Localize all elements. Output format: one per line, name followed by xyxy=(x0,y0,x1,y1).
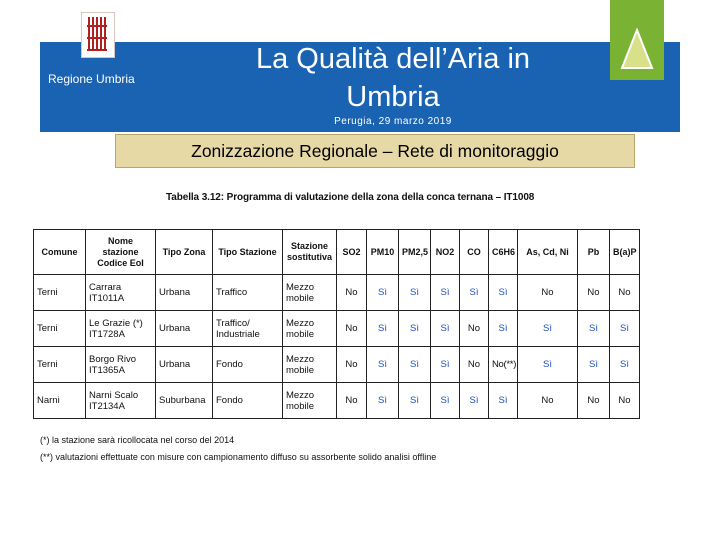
table-notes xyxy=(40,432,436,466)
region-name: Regione Umbria xyxy=(48,72,135,86)
monitoring-table xyxy=(33,229,640,419)
triangle-icon xyxy=(620,28,654,70)
table-cell: Sì xyxy=(431,347,460,383)
table-cell: Mezzo mobile xyxy=(283,347,337,383)
table-cell: Sì xyxy=(367,347,399,383)
table-cell: Sì xyxy=(399,347,431,383)
table-cell: Terni xyxy=(34,311,86,347)
table-cell: Terni xyxy=(34,275,86,311)
header-cell: CO xyxy=(460,230,489,275)
table-cell: No xyxy=(460,347,489,383)
table-cell: No xyxy=(337,347,367,383)
table-caption: Tabella 3.12: Programma di valutazione della zona della conca ternana – IT1008 xyxy=(166,192,535,203)
table-cell: Sì xyxy=(431,311,460,347)
header-cell: B(a)P xyxy=(610,230,640,275)
region-logo xyxy=(81,12,115,58)
table-cell: Sì xyxy=(460,383,489,419)
table-cell: Borgo Rivo IT1365A xyxy=(86,347,156,383)
table-cell: Sì xyxy=(489,311,518,347)
table-cell: No xyxy=(337,383,367,419)
table-row xyxy=(34,347,640,383)
table-cell: Sì xyxy=(460,275,489,311)
header-cell: As, Cd, Ni xyxy=(518,230,578,275)
table-cell: Sì xyxy=(431,383,460,419)
table-cell: Sì xyxy=(489,275,518,311)
table-cell: Sì xyxy=(518,347,578,383)
table-cell: Sì xyxy=(610,347,640,383)
table-cell: Sì xyxy=(578,347,610,383)
accent-tab xyxy=(610,0,664,80)
table-cell: Urbana xyxy=(156,275,213,311)
header-cell: Tipo Zona xyxy=(156,230,213,275)
table-cell: No xyxy=(460,311,489,347)
table-cell: No(**) xyxy=(489,347,518,383)
note-item: (**) valutazioni effettuate con misure con campionamento diffuso su assorbente solido analisi offline xyxy=(40,452,437,462)
table-cell: Sì xyxy=(431,275,460,311)
table-cell: No xyxy=(610,275,640,311)
table-cell: Sì xyxy=(578,311,610,347)
table-cell: No xyxy=(578,383,610,419)
header-cell: Tipo Stazione xyxy=(213,230,283,275)
header-cell: C6H6 xyxy=(489,230,518,275)
table-cell: Suburbana xyxy=(156,383,213,419)
table-cell: No xyxy=(518,383,578,419)
table-cell: Le Grazie (*) IT1728A xyxy=(86,311,156,347)
table-cell: Mezzo mobile xyxy=(283,311,337,347)
table-cell: Narni Scalo IT2134A xyxy=(86,383,156,419)
table-cell: Sì xyxy=(367,383,399,419)
section-subtitle: Zonizzazione Regionale – Rete di monitoraggio xyxy=(115,134,635,168)
table-cell: Sì xyxy=(518,311,578,347)
header-cell: Stazione sostitutiva xyxy=(283,230,337,275)
header-cell: NO2 xyxy=(431,230,460,275)
table-cell: Sì xyxy=(367,311,399,347)
table-cell: Narni xyxy=(34,383,86,419)
table-cell: No xyxy=(610,383,640,419)
table-cell: Fondo xyxy=(213,383,283,419)
note-item: (*) la stazione sarà ricollocata nel corso del 2014 xyxy=(40,435,235,445)
table-cell: Sì xyxy=(399,311,431,347)
table-row xyxy=(34,275,640,311)
table-cell: Sì xyxy=(399,275,431,311)
table-cell: Sì xyxy=(367,275,399,311)
header-cell: Nome stazione Codice EoI xyxy=(86,230,156,275)
table-cell: Sì xyxy=(489,383,518,419)
table-cell: Sì xyxy=(399,383,431,419)
header-cell: Comune xyxy=(34,230,86,275)
table-cell: Urbana xyxy=(156,347,213,383)
table-cell: Mezzo mobile xyxy=(283,383,337,419)
table-cell: Traffico/ Industriale xyxy=(213,311,283,347)
table-cell: Fondo xyxy=(213,347,283,383)
table-cell: No xyxy=(578,275,610,311)
header-cell: Pb xyxy=(578,230,610,275)
table-cell: Traffico xyxy=(213,275,283,311)
table-cell: Mezzo mobile xyxy=(283,275,337,311)
table-cell: Urbana xyxy=(156,311,213,347)
table-header-row xyxy=(34,230,640,275)
title-line-2: Umbria xyxy=(346,81,440,113)
header-cell: PM2,5 xyxy=(399,230,431,275)
header-cell: PM10 xyxy=(367,230,399,275)
table-cell: Carrara IT1011A xyxy=(86,275,156,311)
event-date: Perugia, 29 marzo 2019 xyxy=(334,116,452,127)
table-row xyxy=(34,383,640,419)
table-cell: No xyxy=(518,275,578,311)
table-cell: Sì xyxy=(610,311,640,347)
page-title xyxy=(228,40,558,116)
title-line-1: La Qualità dell’Aria in xyxy=(255,43,531,75)
table-cell: No xyxy=(337,311,367,347)
header-cell: SO2 xyxy=(337,230,367,275)
table-row xyxy=(34,311,640,347)
table-cell: No xyxy=(337,275,367,311)
table-cell: Terni xyxy=(34,347,86,383)
